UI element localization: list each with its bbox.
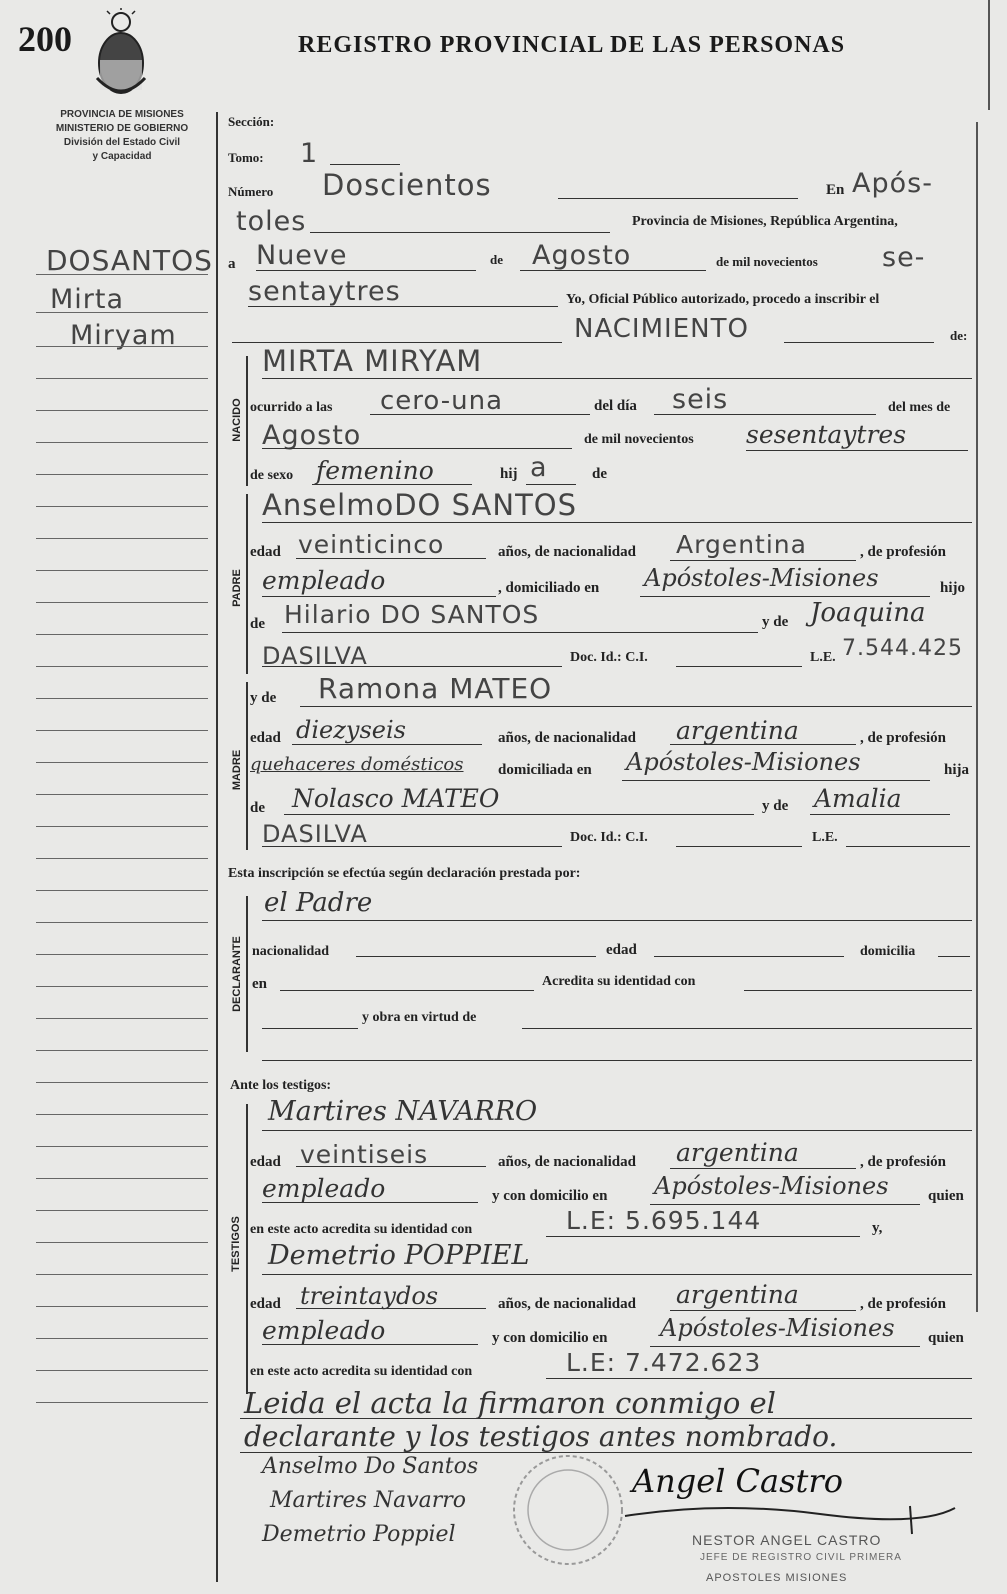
madre-y-de-label-2: y de: [762, 798, 789, 814]
testigo-2-acredita-label: en este acto acredita su identidad con: [250, 1364, 473, 1379]
padre-nac-value: Argentina: [676, 530, 807, 559]
stamp-line-2: JEFE DE REGISTRO CIVIL PRIMERA: [700, 1552, 902, 1563]
padre-y-de-label: y de: [762, 614, 789, 630]
official-signature: Angel Castro: [632, 1462, 843, 1500]
en-label: En: [826, 182, 845, 198]
testigo-1-acredita-label: en este acto acredita su identidad con: [250, 1222, 473, 1237]
testigo-2-nac-label: años, de nacionalidad: [498, 1296, 636, 1312]
frame-left-line: [216, 112, 218, 1582]
tomo-value: 1: [300, 138, 319, 169]
madre-mother-value-1: Amalia: [814, 784, 902, 813]
madre-edad-label: edad: [250, 730, 281, 746]
hora-value: cero-una: [380, 386, 504, 416]
padre-edad-value: veinticinco: [298, 530, 445, 559]
padre-father-value: Hilario DO SANTOS: [284, 600, 540, 629]
a-label: a: [228, 256, 236, 272]
en-value-1: Após-: [852, 168, 933, 199]
padre-dom-label: , domiciliado en: [498, 580, 600, 596]
testigo-2-nac-value: argentina: [676, 1280, 799, 1309]
declarante-edad-label: edad: [606, 942, 637, 958]
declarante-value: el Padre: [264, 888, 373, 918]
padre-le-label: L.E.: [810, 650, 836, 665]
padre-doc-label: Doc. Id.: C.I.: [570, 650, 648, 665]
padre-mother-value-1: Joaquina: [810, 598, 926, 628]
del-mes-label: del mes de: [888, 400, 951, 415]
day-value: Nueve: [256, 240, 348, 271]
testigo-1-name: Martires NAVARRO: [268, 1096, 538, 1127]
official-signature-flourish-icon: [620, 1496, 960, 1536]
numero-value: Doscientos: [322, 168, 492, 202]
tomo-label: Tomo:: [228, 150, 264, 165]
declarante-side-label: DECLARANTE: [231, 936, 243, 1012]
signature-testigo-2: Demetrio Poppiel: [262, 1522, 456, 1547]
testigo-1-prof-label: , de profesión: [860, 1154, 946, 1170]
madre-hija-label: hija: [944, 762, 970, 778]
de-label-2: de:: [950, 328, 968, 343]
madre-dom-label: domiciliada en: [498, 762, 592, 778]
madre-de-label: de: [250, 800, 265, 816]
padre-name: AnselmoDO SANTOS: [262, 488, 578, 522]
stamp-line-3: APOSTOLES MISIONES: [706, 1572, 848, 1584]
nacido-bracket: [246, 356, 248, 486]
padre-prof-value: empleado: [262, 566, 386, 595]
official-stamp-icon: [508, 1450, 628, 1570]
testigo-1-y-label: y,: [872, 1220, 883, 1236]
padre-nac-label: años, de nacionalidad: [498, 544, 636, 560]
de-label: de: [490, 252, 503, 267]
testigo-2-prof-label: , de profesión: [860, 1296, 946, 1312]
madre-prof-value: quehaceres domésticos: [250, 754, 464, 775]
act-type: NACIMIENTO: [574, 314, 749, 344]
declarante-acredita-label: Acredita su identidad con: [542, 974, 696, 989]
stamp-name: NESTOR ANGEL CASTRO: [692, 1532, 882, 1548]
testigo-2-prof-value: empleado: [262, 1316, 386, 1345]
madre-bracket: [246, 682, 248, 850]
margin-name-3: Miryam: [70, 320, 177, 351]
madre-nac-value: argentina: [676, 716, 799, 745]
madre-dom-value: Apóstoles-Misiones: [626, 748, 861, 776]
padre-edad-label: edad: [250, 544, 281, 560]
mes-value: Agosto: [262, 420, 362, 451]
mil-novecientos-label: de mil novecientos: [716, 254, 818, 269]
coat-of-arms-icon: [92, 8, 150, 100]
frame-right-line-top: [988, 0, 990, 110]
madre-name: Ramona MATEO: [318, 672, 553, 705]
testigo-1-nac-value: argentina: [676, 1138, 799, 1167]
madre-nac-label: años, de nacionalidad: [498, 730, 636, 746]
testigos-intro: Ante los testigos:: [230, 1078, 332, 1093]
madre-doc-label: Doc. Id.: C.I.: [570, 830, 648, 845]
declarante-intro: Esta inscripción se efectúa según declaración prestada por:: [228, 866, 581, 881]
testigo-1-id-value: L.E: 5.695.144: [566, 1206, 762, 1235]
seccion-label: Sección:: [228, 114, 275, 129]
org-line-3: División del Estado Civil: [63, 137, 181, 148]
testigo-1-edad-label: edad: [250, 1154, 281, 1170]
dia-value: seis: [672, 384, 729, 415]
nacido-year-value: sesentaytres: [746, 420, 907, 449]
org-block: [32, 108, 212, 164]
testigo-1-dom-value: Apóstoles-Misiones: [654, 1172, 889, 1200]
padre-prof-label: , de profesión: [860, 544, 946, 560]
padre-le-value: 7.544.425: [842, 636, 963, 661]
mil-novecientos-label-2: de mil novecientos: [584, 432, 694, 447]
testigo-2-name: Demetrio POPPIEL: [268, 1240, 530, 1271]
en-value-2: toles: [236, 206, 307, 237]
declarante-nacionalidad-label: nacionalidad: [252, 944, 330, 959]
padre-bracket: [246, 494, 248, 674]
nacido-name: MIRTA MIRYAM: [262, 344, 483, 378]
padre-dom-value: Apóstoles-Misiones: [644, 564, 879, 592]
numero-label: Número: [228, 184, 274, 199]
padre-hijo-label: hijo: [940, 580, 966, 596]
de-label-3: de: [592, 466, 607, 482]
frame-right-line: [976, 122, 978, 1312]
testigo-1-dom-label: y con domicilio en: [492, 1188, 608, 1204]
closing-line-2: declarante y los testigos antes nombrado.: [244, 1420, 838, 1453]
testigos-side-label: TESTIGOS: [230, 1216, 242, 1272]
testigo-1-nac-label: años, de nacionalidad: [498, 1154, 636, 1170]
document-title: REGISTRO PROVINCIAL DE LAS PERSONAS: [298, 32, 846, 58]
hij-label: hij: [500, 466, 518, 482]
hij-value: a: [530, 452, 548, 483]
year-value-1: se-: [882, 242, 926, 273]
page-number: 200: [18, 19, 72, 59]
closing-line-1: Leida el acta la firmaron conmigo el: [244, 1386, 776, 1420]
provincia-text: Provincia de Misiones, República Argentina,: [632, 214, 898, 229]
madre-side-label: MADRE: [231, 749, 243, 791]
padre-mother-value-2: DASILVA: [262, 642, 368, 670]
ocurrido-label: ocurrido a las: [250, 400, 333, 415]
testigo-2-dom-label: y con domicilio en: [492, 1330, 608, 1346]
madre-mother-value-2: DASILVA: [262, 820, 368, 848]
testigos-bracket: [246, 1104, 248, 1394]
year-value-2: sentaytres: [248, 276, 401, 307]
declarante-bracket: [246, 896, 248, 1052]
padre-de-label: de: [250, 616, 265, 632]
testigo-2-edad-label: edad: [250, 1296, 281, 1312]
org-line-4: y Capacidad: [92, 151, 152, 162]
madre-edad-value: diezyseis: [296, 716, 406, 744]
org-line-2: MINISTERIO DE GOBIERNO: [55, 123, 189, 134]
sexo-label: de sexo: [250, 468, 294, 483]
testigo-2-id-value: L.E: 7.472.623: [566, 1348, 762, 1377]
testigo-2-quien-label: quien: [928, 1330, 964, 1346]
madre-father-value: Nolasco MATEO: [292, 784, 500, 813]
madre-le-label: L.E.: [812, 830, 838, 845]
testigo-1-edad-value: veintiseis: [300, 1140, 429, 1169]
nacido-side-label: NACIDO: [231, 398, 243, 442]
padre-side-label: PADRE: [231, 569, 243, 607]
madre-y-de-label: y de: [250, 690, 277, 706]
oficial-text: Yo, Oficial Público autorizado, procedo a inscribir el: [566, 292, 880, 307]
testigo-1-prof-value: empleado: [262, 1174, 386, 1203]
margin-name-2: Mirta: [50, 284, 125, 315]
sexo-value: femenino: [316, 456, 434, 485]
testigo-2-edad-value: treintaydos: [300, 1282, 439, 1310]
del-dia-label: del día: [594, 398, 637, 414]
signature-testigo-1: Martires Navarro: [270, 1488, 467, 1513]
testigo-2-dom-value: Apóstoles-Misiones: [660, 1314, 895, 1342]
signature-declarante: Anselmo Do Santos: [262, 1454, 479, 1479]
declarante-en-label: en: [252, 976, 267, 992]
org-line-1: PROVINCIA DE MISIONES: [60, 109, 184, 120]
month-value: Agosto: [532, 240, 632, 271]
declarante-domicilia-label: domicilia: [860, 944, 916, 959]
madre-prof-label: , de profesión: [860, 730, 946, 746]
testigo-1-quien-label: quien: [928, 1188, 964, 1204]
declarante-obra-label: y obra en virtud de: [362, 1010, 477, 1025]
margin-name-1: DOSANTOS: [46, 244, 213, 277]
